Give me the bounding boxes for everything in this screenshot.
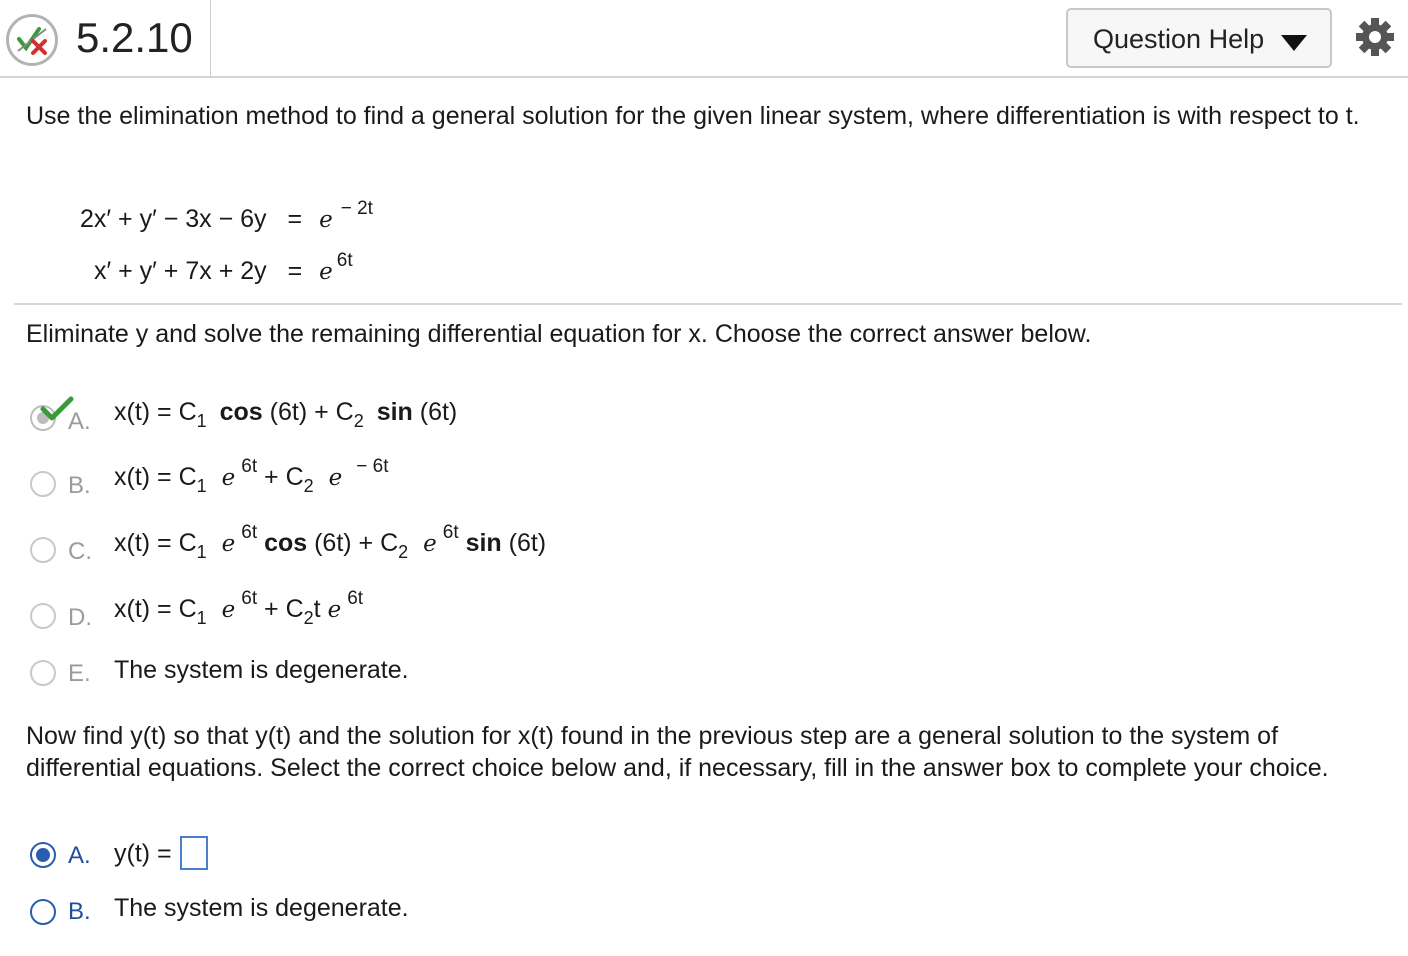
- subscript-2: 2: [353, 411, 364, 431]
- question-help-label: Question Help: [1093, 24, 1265, 54]
- e-symbol: e: [221, 597, 236, 623]
- e-symbol: e: [327, 597, 342, 623]
- equation-2-exponent: 6t: [336, 250, 353, 271]
- exponent: 6t: [241, 456, 258, 477]
- part2-option-a-radio[interactable]: [30, 842, 56, 868]
- t-variable: t: [313, 595, 321, 623]
- gear-icon[interactable]: [1354, 16, 1396, 58]
- exponent: 6t: [241, 588, 258, 609]
- option-c-letter: C.: [68, 538, 92, 565]
- equation-2: [94, 250, 353, 286]
- e-symbol: e: [221, 465, 236, 491]
- e-symbol: e: [423, 531, 437, 557]
- option-b-radio[interactable]: [30, 471, 56, 497]
- equation-1-e: e: [319, 207, 333, 233]
- cos-text: cos: [219, 398, 263, 426]
- question-help-button[interactable]: [1066, 8, 1332, 68]
- partial-credit-status-icon: [6, 14, 58, 66]
- plus-c: + C: [257, 595, 304, 623]
- equation-1-exponent: − 2t: [340, 198, 373, 219]
- option-d-radio[interactable]: [30, 603, 56, 629]
- part2-option-a-text: [114, 838, 208, 872]
- option-c-radio[interactable]: [30, 537, 56, 563]
- subscript-1: 1: [196, 476, 207, 496]
- equation-2-e: e: [319, 259, 333, 285]
- equation-2-lhs: x′ + y′ + 7x + 2y: [94, 257, 267, 285]
- part1-prompt: Eliminate y and solve the remaining differential equation for x. Choose the correct answer below.: [26, 320, 1092, 348]
- part2-option-a-letter: A.: [68, 842, 91, 869]
- header-divider: [210, 0, 211, 76]
- exponent: 6t: [241, 522, 258, 543]
- cos-text: cos: [264, 529, 308, 557]
- e-symbol: e: [221, 531, 236, 557]
- exponent: − 6t: [356, 456, 389, 477]
- option-b-letter: B.: [68, 472, 91, 499]
- subscript-1: 1: [196, 542, 207, 562]
- option-b-text: [114, 456, 389, 496]
- sin-text: sin: [376, 398, 413, 426]
- subscript-1: 1: [196, 608, 207, 628]
- option-c-text: [114, 522, 547, 562]
- part2-option-b-text: The system is degenerate.: [114, 894, 409, 922]
- x-of-t: x(t) = C: [114, 529, 197, 557]
- plus-c: + C: [307, 398, 354, 426]
- x-of-t: x(t) = C: [114, 398, 197, 426]
- equation-2-equals: =: [287, 257, 303, 285]
- section-divider: [14, 303, 1402, 305]
- x-of-t: x(t) = C: [114, 595, 197, 623]
- option-e-letter: E.: [68, 660, 91, 687]
- equation-1-equals: =: [287, 205, 303, 233]
- subscript-2: 2: [398, 542, 409, 562]
- option-e-radio[interactable]: [30, 660, 56, 686]
- exponent: 6t: [442, 522, 459, 543]
- y-answer-box[interactable]: [180, 836, 208, 870]
- option-a-letter: A.: [68, 408, 91, 435]
- part2-option-b-letter: B.: [68, 898, 91, 925]
- equation-1: [80, 198, 373, 234]
- subscript-2: 2: [303, 608, 314, 628]
- caret-down-icon: [1280, 34, 1308, 52]
- x-of-t: x(t) = C: [114, 463, 197, 491]
- part2-prompt: Now find y(t) so that y(t) and the solution for x(t) found in the previous step are a general solution to the system of differential equations. Select the correct choice below and, if necessary, fill in the answer box to complete your choice.: [26, 722, 1329, 782]
- top-bar: [0, 0, 1408, 78]
- exponent: 6t: [347, 588, 364, 609]
- arg-text: (6t): [501, 529, 547, 557]
- option-d-text: [114, 588, 364, 628]
- question-text: Use the elimination method to find a general solution for the given linear system, where differentiation is with respect to t.: [26, 102, 1360, 130]
- e-symbol: e: [328, 465, 343, 491]
- arg-text: (6t): [412, 398, 458, 426]
- arg-text: (6t): [262, 398, 308, 426]
- sin-text: sin: [465, 529, 502, 557]
- subscript-1: 1: [196, 411, 207, 431]
- plus-c: + C: [351, 529, 399, 557]
- option-d-letter: D.: [68, 604, 92, 631]
- part2-option-b-radio[interactable]: [30, 899, 56, 925]
- subscript-2: 2: [303, 476, 314, 496]
- option-e-text: The system is degenerate.: [114, 656, 409, 684]
- question-number: 5.2.10: [76, 14, 193, 61]
- arg-text: (6t): [307, 529, 352, 557]
- equation-1-lhs: 2x′ + y′ − 3x − 6y: [80, 205, 267, 233]
- y-of-t-label: y(t) =: [114, 839, 172, 868]
- option-a-text: [114, 398, 458, 431]
- plus-c: + C: [257, 463, 304, 491]
